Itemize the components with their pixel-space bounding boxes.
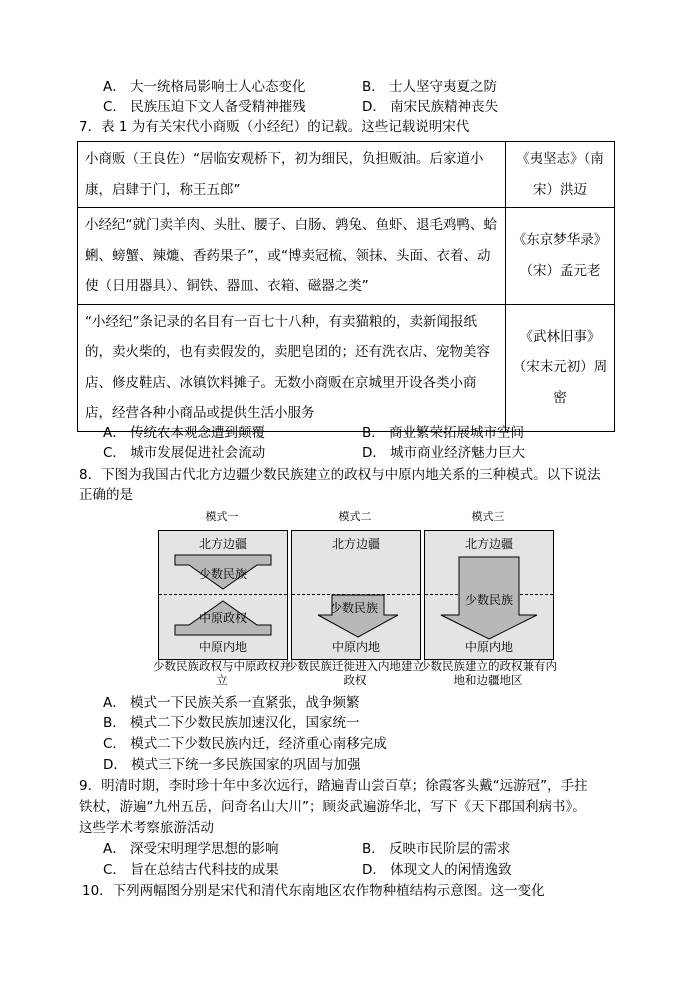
q7-row1-source: 《夷坚志》（南宋）洪迈 — [506, 142, 615, 208]
q7-row2-text: 小经纪“就门卖羊肉、头肚、腰子、白肠、鹑兔、鱼虾、退毛鸡鸭、蛤蜊、螃蟹、辣熝、香药果子”，或“博卖冠梳、领抹、头面、衣着、动使（日用器具）、铜铁、器皿、衣箱、磁器之类” — [78, 208, 506, 305]
q8-option-c: C． 模式二下少数民族内迁，经济重心南移完成 — [103, 736, 387, 752]
table-row — [78, 142, 615, 208]
mode3-bottom-label: 中原内地 — [464, 640, 513, 654]
q6-option-d: D． 南宋民族精神丧失 — [362, 99, 499, 115]
mode2-panel — [291, 530, 421, 660]
mode1-down-label: 少数民族 — [198, 567, 247, 581]
q10-stem: 10．下列两幅图分别是宋代和清代东南地区农作物种植结构示意图。这一变化 — [82, 883, 545, 899]
q9-option-b: B． 反映市民阶层的需求 — [362, 841, 511, 857]
q6-option-a: A． 大一统格局影响士人心态变化 — [103, 79, 306, 95]
q9-stem-line3: 这些学术考察旅游活动 — [79, 820, 214, 836]
mode2-arrow-label: 少数民族 — [329, 601, 378, 615]
q7-option-b: B． 商业繁荣拓展城市空间 — [362, 425, 525, 441]
q7-row1-text: 小商贩（王良佐）“居临安观桥下，初为细民，负担贩油。后家道小康，启肆于门，称王五郎” — [78, 142, 506, 208]
q9-option-d: D． 体现文人的闲情逸致 — [362, 862, 512, 878]
q9-stem-line1: 9．明清时期，李时珍十年中多次远行，踏遍青山尝百草；徐霞客头戴“远游冠”，手拄 — [79, 778, 588, 794]
mode1-bottom-label: 中原内地 — [198, 640, 247, 654]
q9-option-c: C． 旨在总结古代科技的成果 — [103, 862, 279, 878]
table-row — [78, 208, 615, 305]
q7-option-c: C． 城市发展促进社会流动 — [103, 445, 266, 461]
mode1-top-label: 北方边疆 — [198, 537, 247, 551]
q7-stem: 7．表 1 为有关宋代小商贩（小经纪）的记载。这些记载说明宋代 — [79, 119, 470, 135]
mode2-bottom-label: 中原内地 — [331, 640, 380, 654]
mode1-up-label: 中原政权 — [198, 611, 247, 625]
q7-row3-source: 《武林旧事》（宋末元初）周密 — [506, 304, 615, 431]
mode3-caption: 少数民族建立的政权兼有内地和边疆地区 — [419, 659, 557, 687]
q8-option-a: A． 模式一下民族关系一直紧张，战争频繁 — [103, 695, 360, 711]
mode2-top-label: 北方边疆 — [331, 537, 380, 551]
q8-option-b: B． 模式二下少数民族加速汉化，国家统一 — [103, 715, 360, 731]
q8-option-d: D． 模式三下统一多民族国家的巩固与加强 — [103, 757, 361, 773]
mode2-title: 模式二 — [338, 510, 372, 523]
table-row — [78, 304, 615, 431]
mode3-title: 模式三 — [471, 510, 505, 523]
q9-option-a: A． 深受宋明理学思想的影响 — [103, 841, 279, 857]
q7-option-d: D． 城市商业经济魅力巨大 — [362, 445, 526, 461]
mode3-top-label: 北方边疆 — [464, 537, 513, 551]
q7-table — [77, 141, 615, 432]
q6-option-b: B． 士人坚守夷夏之防 — [362, 79, 498, 95]
mode3-arrow-label: 少数民族 — [464, 593, 513, 607]
q6-option-c: C． 民族压迫下文人备受精神摧残 — [103, 99, 306, 115]
mode2-caption: 少数民族迁徙进入内地建立政权 — [286, 659, 424, 687]
mode1-caption: 少数民族政权与中原政权并立 — [153, 659, 291, 687]
mode3-panel — [424, 530, 554, 660]
mode1-title: 模式一 — [205, 510, 239, 523]
q7-row3-text: “小经纪”条记录的名目有一百七十八种，有卖猫粮的，卖新闻报纸的，卖火柴的，也有卖假发的，卖肥皂团的；还有洗衣店、宠物美容店、修皮鞋店、冰镇饮料摊子。无数小商贩在京城里开设各类小商店，经营各种小商品或提供生活小服务 — [78, 304, 506, 431]
q7-option-a: A． 传统农本观念遭到颠覆 — [103, 425, 266, 441]
q9-stem-line2: 铁杖，游遍“九州五岳，问奇名山大川”；顾炎武遍游华北，写下《天下郡国利病书》。 — [79, 799, 586, 815]
mode1-panel — [158, 530, 288, 660]
q7-row2-source: 《东京梦华录》（宋）孟元老 — [506, 208, 615, 305]
q8-stem-line1: 8．下图为我国古代北方边疆少数民族建立的政权与中原内地关系的三种模式。以下说法 — [79, 467, 601, 483]
q8-stem-line2: 正确的是 — [79, 487, 133, 503]
